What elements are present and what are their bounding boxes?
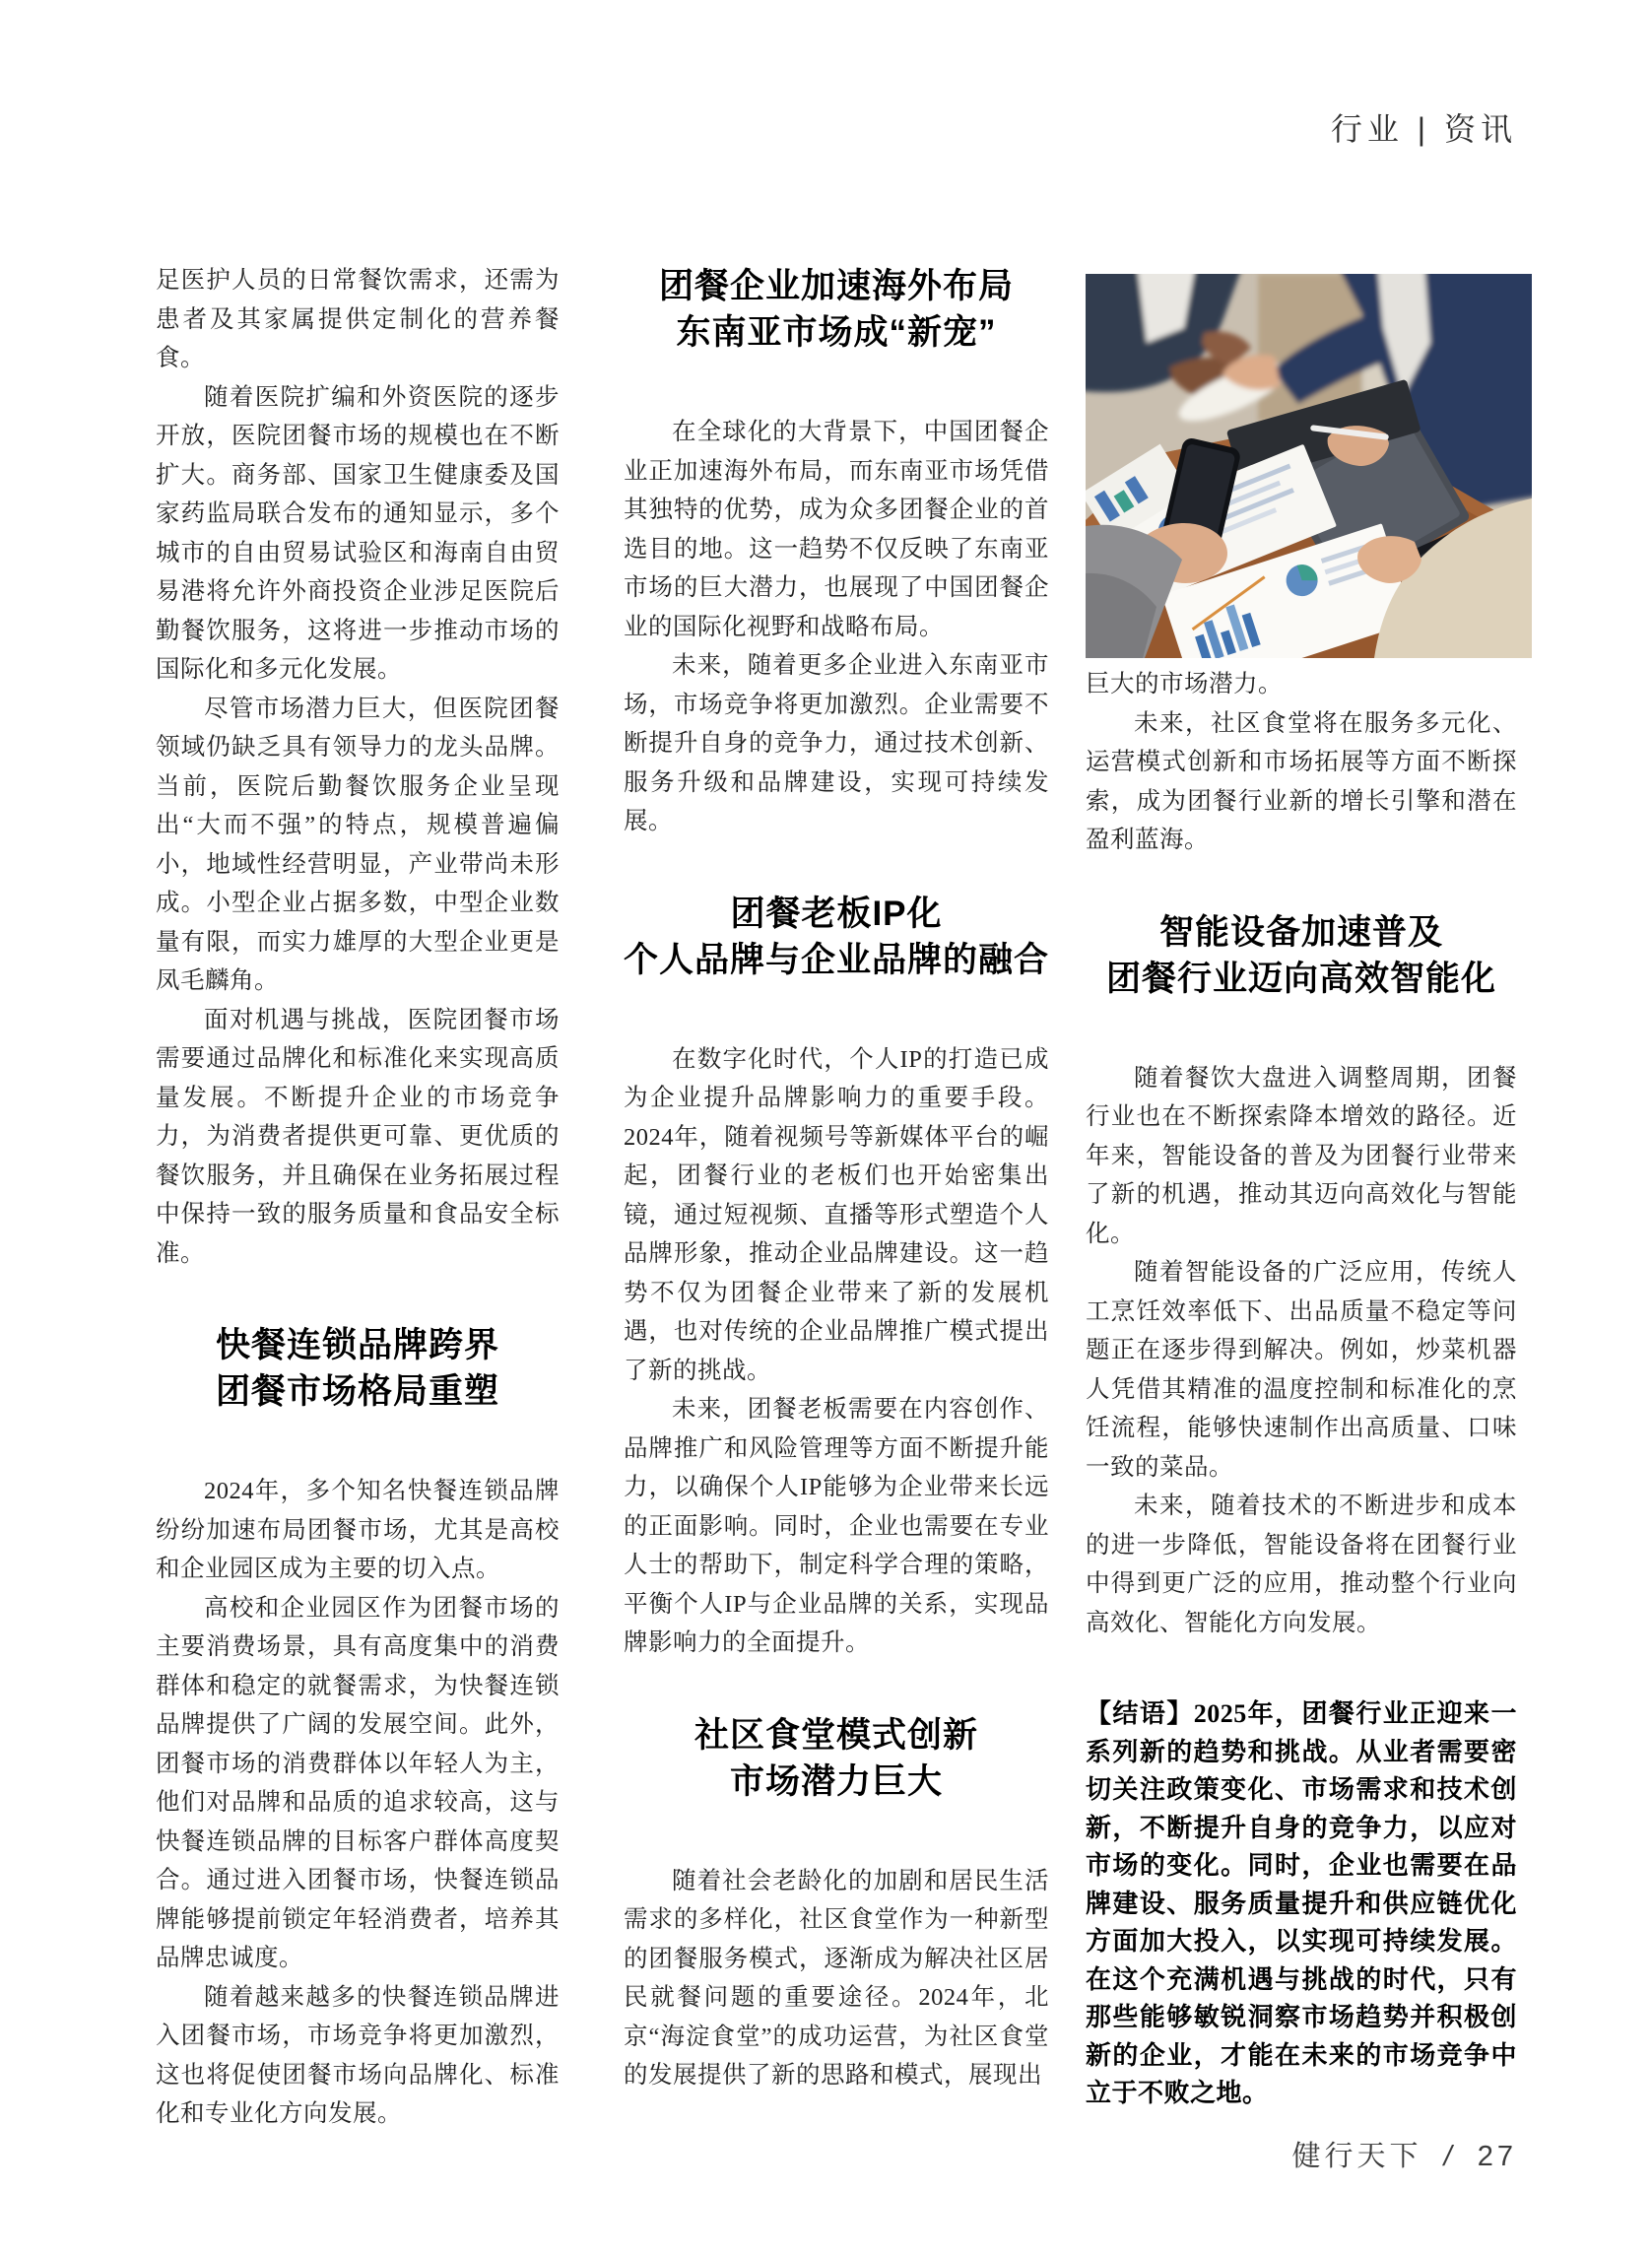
article-heading-fastfood-crossover [156,1322,560,1415]
body-paragraph: 巨大的市场潜力。 [1086,671,1283,697]
article-heading-smart-equipment [1086,909,1517,1002]
article-heading-community-canteen [624,1712,1049,1805]
body-paragraph: 随着社会老龄化的加剧和居民生活需求的多样化，社区食堂作为一种新型的团餐服务模式，逐渐成为解决社区居民就餐问题的重要途径。2024年，北京“海淀食堂”的成功运营，为社区食堂的发展提供了新的思路和模式，展现出 [624,1867,1049,2089]
body-paragraph: 在全球化的大背景下，中国团餐企业正加速海外布局，而东南亚市场凭借其独特的优势，成为众多团餐企业的首选目的地。这一趋势不仅反映了东南亚市场的巨大潜力，也展现了中国团餐企业的国际化视野和战略布局。 [624,419,1049,640]
business-meeting-photo [1086,274,1532,658]
body-paragraph: 尽管市场潜力巨大，但医院团餐领域仍缺乏具有领导力的龙头品牌。当前，医院后勤餐饮服务企业呈现出“大而不强”的特点，规模普遍偏小，地域性经营明显，产业带尚未形成。小型企业占据多数，中型企业数量有限，而实力雄厚的大型企业更是凤毛麟角。 [156,695,560,994]
body-paragraph: 2024年，多个知名快餐连锁品牌纷纷加速布局团餐市场，尤其是高校和企业园区成为主要的切入点。 [156,1478,560,1582]
heading-line: 个人品牌与企业品牌的融合 [624,940,1050,979]
middle-column [624,261,1049,2095]
body-paragraph: 未来，随着技术的不断进步和成本的进一步降低，智能设备将在团餐行业中得到更广泛的应用，推动整个行业向高效化、智能化方向发展。 [1086,1493,1517,1636]
body-paragraph: 高校和企业园区作为团餐市场的主要消费场景，具有高度集中的消费群体和稳定的就餐需求，为快餐连锁品牌提供了广阔的发展空间。此外，团餐市场的消费群体以年轻人为主，他们对品牌和品质的追求较高，这与快餐连锁品牌的目标客户群体高度契合。通过进入团餐市场，快餐连锁品牌能够提前锁定年轻消费者，培养其品牌忠诚度。 [156,1594,560,1971]
body-paragraph: 未来，团餐老板需要在内容创作、品牌推广和风险管理等方面不断提升能力，以确保个人IP能够为企业带来长远的正面影响。同时，企业也需要在专业人士的帮助下，制定科学合理的策略，平衡个人IP与企业品牌的关系，实现品牌影响力的全面提升。 [624,1396,1049,1656]
body-paragraph: 未来，随着更多企业进入东南亚市场，市场竞争将更加激烈。企业需要不断提升自身的竞争力，通过技术创新、服务升级和品牌建设，实现可持续发展。 [624,652,1049,834]
left-column [156,261,560,2134]
heading-line: 市场潜力巨大 [729,1761,943,1801]
body-paragraph: 随着医院扩编和外资医院的逐步开放，医院团餐市场的规模也在不断扩大。商务部、国家卫生健康委及国家药监局联合发布的通知显示，多个城市的自由贸易试验区和海南自由贸易港将允许外商投资企业涉足医院后勤餐饮服务，这将进一步推动市场的国际化和多元化发展。 [156,383,560,683]
heading-line: 团餐行业迈向高效智能化 [1105,959,1496,998]
magazine-name: 健行天下 [1291,2141,1422,2172]
body-paragraph: 随着越来越多的快餐连锁品牌进入团餐市场，市场竞争将更加激烈，这也将促使团餐市场向品牌化、标准化和专业化方向发展。 [156,1983,560,2127]
body-paragraph: 随着智能设备的广泛应用，传统人工烹饪效率低下、出品质量不稳定等问题正在逐步得到解决。例如，炒菜机器人凭借其精准的温度控制和标准化的烹饪流程，能够快速制作出高质量、口味一致的菜品。 [1086,1259,1517,1481]
business-meeting-photo-illustration [1086,274,1532,658]
body-paragraph: 随着餐饮大盘进入调整周期，团餐行业也在不断探索降本增效的路径。近年来，智能设备的普及为团餐行业带来了新的机遇，推动其迈向高效化与智能化。 [1086,1064,1517,1247]
body-paragraph: 足医护人员的日常餐饮需求，还需为患者及其家属提供定制化的营养餐食。 [156,267,560,371]
heading-line: 社区食堂模式创新 [694,1715,978,1755]
heading-line: 快餐连锁品牌跨界 [215,1326,499,1364]
article-heading-overseas-expansion [624,263,1049,356]
section-label: 行业 | 资讯 [1330,111,1517,147]
body-paragraph: 在数字化时代，个人IP的打造已成为企业提升品牌影响力的重要手段。2024年，随着视频号等新媒体平台的崛起，团餐行业的老板们也开始密集出镜，通过短视频、直播等形式塑造个人品牌形象，推动企业品牌建设。这一趋势不仅为团餐企业带来了新的发展机遇，也对传统的企业品牌推广模式提出了新的挑战。 [624,1045,1049,1384]
footer-separator: / [1443,2141,1456,2172]
body-paragraph: 面对机遇与挑战，医院团餐市场需要通过品牌化和标准化来实现高质量发展。不断提升企业的市场竞争力，为消费者提供更可靠、更优质的餐饮服务，并且确保在业务拓展过程中保持一致的服务质量和食品安全标准。 [156,1006,560,1267]
heading-line: 东南亚市场成“新宠” [676,313,997,352]
article-heading-boss-ip [624,891,1049,983]
heading-line: 团餐企业加速海外布局 [658,267,1014,305]
right-column [1086,261,1517,2113]
heading-line: 智能设备加速普及 [1158,912,1443,952]
conclusion-paragraph: 【结语】2025年，团餐行业正迎来一系列新的趋势和挑战。从业者需要密切关注政策变化、市场需求和技术创新，不断提升自身的竞争力，以应对市场的变化。同时，企业也需要在品牌建设、服务质量提升和供应链优化方面加大投入，以实现可持续发展。在这个充满机遇与挑战的时代，只有那些能够敏锐洞察市场趋势并积极创新的企业，才能在未来的市场竞争中立于不败之地。 [1086,1699,1517,2107]
page-number: 27 [1477,2141,1517,2172]
page-footer [1292,2134,1517,2174]
heading-line: 团餐市场格局重塑 [215,1372,499,1411]
heading-line: 团餐老板IP化 [730,894,943,933]
body-paragraph: 未来，社区食堂将在服务多元化、运营模式创新和市场拓展等方面不断探索，成为团餐行业新的增长引擎和潜在盈利蓝海。 [1086,709,1517,853]
page-header [1331,104,1517,150]
